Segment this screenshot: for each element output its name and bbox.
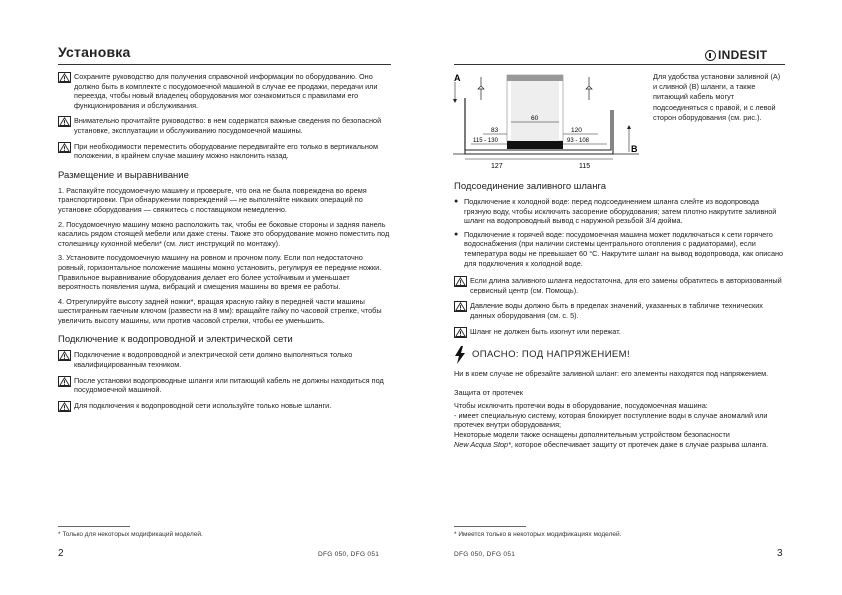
danger-title: ОПАСНО: ПОД НАПРЯЖЕНИЕМ! bbox=[472, 349, 631, 361]
warning-text: Если длина заливного шланга недостаточна, для его замены обратитесь в авторизованный сервисный центр (см. Помощь). bbox=[470, 276, 782, 295]
warning-note bbox=[58, 350, 391, 369]
diagram-label-b: B bbox=[631, 144, 638, 154]
warning-note bbox=[58, 116, 391, 135]
protection-title: Защита от протечек bbox=[454, 388, 524, 398]
diagram-dimension: 83 bbox=[491, 127, 499, 134]
diagram-dimension: 127 bbox=[491, 163, 503, 170]
bullet-icon: ● bbox=[454, 230, 459, 238]
diagram-dimension: 115 - 130 bbox=[473, 138, 498, 144]
model-label: DFG 050, DFG 051 bbox=[318, 551, 380, 558]
protection-line-end bbox=[454, 440, 785, 450]
bullet-text: Подключение к холодной воде: перед подсоединением шланга слейте из водопровода грязную воду, чтобы исключить засорение оборудования; затем плотно накрутите заливной шланг на водопроводный вывод с наружной резьбой 3/4 дюйма. bbox=[464, 197, 777, 226]
bullet-item bbox=[454, 197, 785, 226]
warning-note bbox=[454, 301, 785, 320]
bullet-icon: ● bbox=[454, 198, 459, 205]
warning-text: Подключение к водопроводной и электрической сети должно выполняться только квалифицированным техником. bbox=[74, 350, 353, 370]
warning-text: После установки водопроводные шланги или питающий кабель не должны находиться под посудомоечной машиной. bbox=[74, 375, 384, 395]
right-content bbox=[454, 181, 785, 449]
danger-heading bbox=[454, 346, 785, 364]
protection-line: Некоторые модели также оснащены дополнительным устройством безопасности bbox=[454, 429, 730, 439]
protection-line: , которое обеспечивает защиту от протечек даже в случае разрыва шланга. bbox=[510, 439, 769, 449]
diagram-label-a: A bbox=[454, 73, 461, 83]
right-page bbox=[421, 0, 842, 595]
warning-text: При необходимости переместить оборудование передвигайте его только в вертикальном положении, в крайнем случае машину можно наклонить назад. bbox=[74, 141, 378, 161]
warning-icon bbox=[454, 327, 467, 338]
left-content bbox=[58, 72, 391, 418]
list-item: 4. Отрегулируйте высоту задней ножки*, вращая красную гайку в передней части машины шестигранным гаечным ключом (развести на 8 мм): вращайте гайку по часовой стрелке, чтобы увеличить высоту машины, или против часовой стрелки, чтобы ее уменьшить. bbox=[58, 296, 382, 325]
warning-icon bbox=[58, 142, 71, 153]
footnote-rule bbox=[454, 526, 526, 527]
diagram-dimension: 115 bbox=[579, 163, 591, 170]
logo-text: INDESIT bbox=[718, 48, 768, 62]
list-item: 2. Посудомоечную машину можно расположить так, чтобы ее боковые стороны и задняя панель касались рядом стоящей мебели или даже стены. Также это оборудование можно поместить под столешницу кухонной мебели* (см. лист инструкций по монтажу). bbox=[58, 219, 390, 248]
warning-text: Шланг не должен быть изогнут или пережат. bbox=[470, 326, 621, 336]
footnote: * Только для некоторых модификаций моделей. bbox=[58, 531, 203, 538]
indesit-logo-icon bbox=[705, 50, 716, 61]
warning-text: Для подключения к водопроводной сети используйте только новые шланги. bbox=[74, 400, 332, 410]
warning-icon bbox=[58, 72, 71, 83]
warning-icon bbox=[58, 350, 71, 361]
warning-text: Внимательно прочитайте руководство: в нем содержатся важные сведения по безопасной установке, эксплуатации и обслуживанию посудомоечной машины. bbox=[74, 116, 382, 135]
warning-note bbox=[454, 276, 785, 295]
warning-icon bbox=[58, 401, 71, 412]
hose-installation-diagram bbox=[453, 72, 639, 182]
protection-line: - имеет специальную систему, которая блокирует поступление воды в случае аномалий или протечек внутри оборудования; bbox=[454, 410, 768, 430]
warning-icon bbox=[58, 376, 71, 387]
numbered-list bbox=[58, 186, 391, 326]
title-rule bbox=[58, 64, 391, 65]
section-heading: Размещение и выравнивание bbox=[58, 169, 189, 181]
diagram-dimension: 93 - 108 bbox=[567, 138, 590, 144]
bullet-text: Подключение к горячей воде: посудомоечная машина может подключаться к сети горячего водоснабжения (при наличии системы центрального отопления с радиаторами), если температура воды не превышает 60 °С. Накрутите шланг на вывод водопровода, как описано для подключения к холодной воде. bbox=[464, 229, 784, 268]
product-name: New Acqua Stop* bbox=[454, 439, 511, 449]
warning-icon bbox=[58, 116, 71, 127]
warning-note bbox=[58, 401, 391, 412]
list-item: 3. Установите посудомоечную машину на ровном и прочном полу. Если пол недостаточно ровный, горизонтальное положение машины можно установить, регулируя ее передние ножки. Правильное выравнивание оборудования делает его более устойчивым и уменьшает вероятность появления шума, вибраций и смещения машины во время ее работы. bbox=[58, 253, 382, 292]
page-number: 3 bbox=[777, 548, 783, 559]
diagram-dimension: 120 bbox=[571, 127, 582, 134]
protection-line: Чтобы исключить протечки воды в оборудование, посудомоечная машина: bbox=[454, 401, 708, 411]
warning-note bbox=[58, 142, 391, 161]
bullet-item bbox=[454, 230, 785, 268]
page-number: 2 bbox=[58, 548, 64, 559]
warning-icon bbox=[454, 276, 467, 287]
warning-text: Сохраните руководство для получения справочной информации по оборудованию. Оно должно быть в комплекте с посудомоечной машиной в случае ее продажи, передачи или переезда, чтобы новый владелец оборудования мог ознакомиться с правилами его функционирования и обслуживания. bbox=[74, 72, 378, 110]
model-label: DFG 050, DFG 051 bbox=[454, 551, 516, 558]
brand-logo bbox=[705, 48, 767, 62]
danger-text: Ни в коем случае не обрезайте заливной шланг: его элементы находятся под напряжением. bbox=[454, 368, 769, 378]
warning-note bbox=[454, 327, 785, 338]
diagram-note: Для удобства установки заливной (A) и сливной (B) шланги, а также питающий кабель могут подсоединяться с правой, и с левой сторон оборудования (см. рис.). bbox=[653, 72, 781, 122]
title-rule bbox=[454, 64, 785, 65]
footnote-rule bbox=[58, 526, 130, 527]
warning-note bbox=[58, 376, 391, 395]
list-item: 1. Распакуйте посудомоечную машину и проверьте, что она не была повреждена во время транспортировки. При обнаружении повреждений — не выполняйте никаких операций по установке оборудования — свяжитесь с поставщиком немедленно. bbox=[58, 185, 367, 214]
diagram-dimension: 60 bbox=[531, 115, 539, 122]
section-heading: Подсоединение заливного шланга bbox=[454, 181, 606, 192]
footnote: * Имеется только в некоторых модификациях моделей. bbox=[454, 531, 622, 538]
page-title: Установка bbox=[58, 44, 131, 60]
section-heading: Подключение к водопроводной и электрической сети bbox=[58, 334, 293, 346]
warning-note bbox=[58, 72, 391, 110]
warning-text: Давление воды должно быть в пределах значений, указанных в табличке технических данных оборудования (см. с. 5). bbox=[470, 301, 763, 320]
warning-icon bbox=[454, 301, 467, 312]
lightning-bolt-icon bbox=[454, 346, 466, 364]
